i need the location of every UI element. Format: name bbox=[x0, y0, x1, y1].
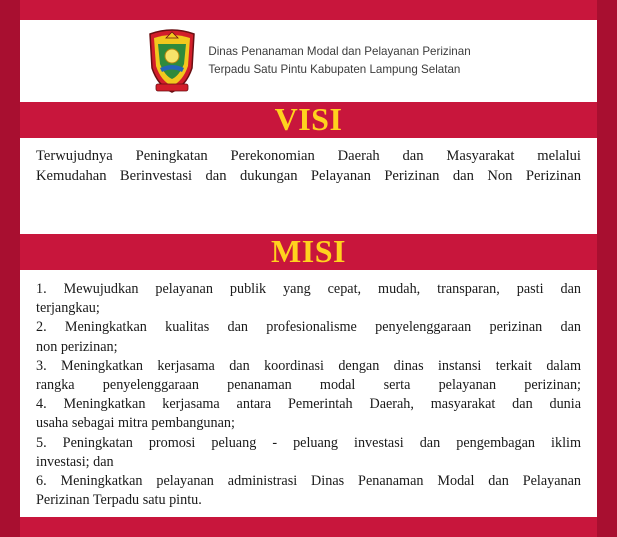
misi-body bbox=[20, 270, 597, 517]
misi-line: 3. Meningkatkan kerjasama dan koordinasi dengan dinas instansi terkait dalam bbox=[36, 357, 581, 374]
misi-line: terjangkau; bbox=[36, 300, 100, 317]
misi-line: 1. Mewujudkan pelayanan publik yang cepat, mudah, transparan, pasti dan bbox=[36, 281, 581, 297]
header-title bbox=[208, 43, 470, 79]
visi-line-1: Terwujudnya Peningkatan Perekonomian Daerah dan Masyarakat melalui bbox=[36, 148, 581, 164]
misi-line: rangka penyelenggaraan penanaman modal serta pelayanan perizinan; bbox=[36, 377, 581, 394]
misi-line: Perizinan Terpadu satu pintu. bbox=[36, 492, 202, 509]
coat-of-arms-icon bbox=[146, 28, 198, 94]
misi-line: investasi; dan bbox=[36, 453, 114, 470]
visi-heading: VISI bbox=[20, 102, 597, 138]
misi-line: usaha sebagai mitra pembangunan; bbox=[36, 415, 235, 432]
misi-line: 2. Meningkatkan kualitas dan profesionalisme penyelenggaraan perizinan dan bbox=[36, 319, 581, 336]
visi-line-2: Kemudahan Berinvestasi dan dukungan Pelayanan Perizinan dan Non Perizinan bbox=[36, 168, 581, 184]
misi-line: 6. Meningkatkan pelayanan administrasi Dinas Penanaman Modal dan Pelayanan bbox=[36, 473, 581, 490]
misi-line: 4. Meningkatkan kerjasama antara Pemerintah Daerah, masyarakat dan dunia bbox=[36, 396, 581, 413]
header bbox=[20, 20, 597, 102]
header-line-1: Dinas Penanaman Modal dan Pelayanan Perizinan bbox=[208, 45, 471, 58]
header-line-2: Terpadu Satu Pintu Kabupaten Lampung Selatan bbox=[208, 63, 461, 76]
misi-line: non perizinan; bbox=[36, 338, 118, 355]
misi-line: 5. Peningkatan promosi peluang - peluang investasi dan pengembagan iklim bbox=[36, 434, 581, 451]
misi-heading: MISI bbox=[20, 234, 597, 270]
visi-body bbox=[20, 138, 597, 234]
